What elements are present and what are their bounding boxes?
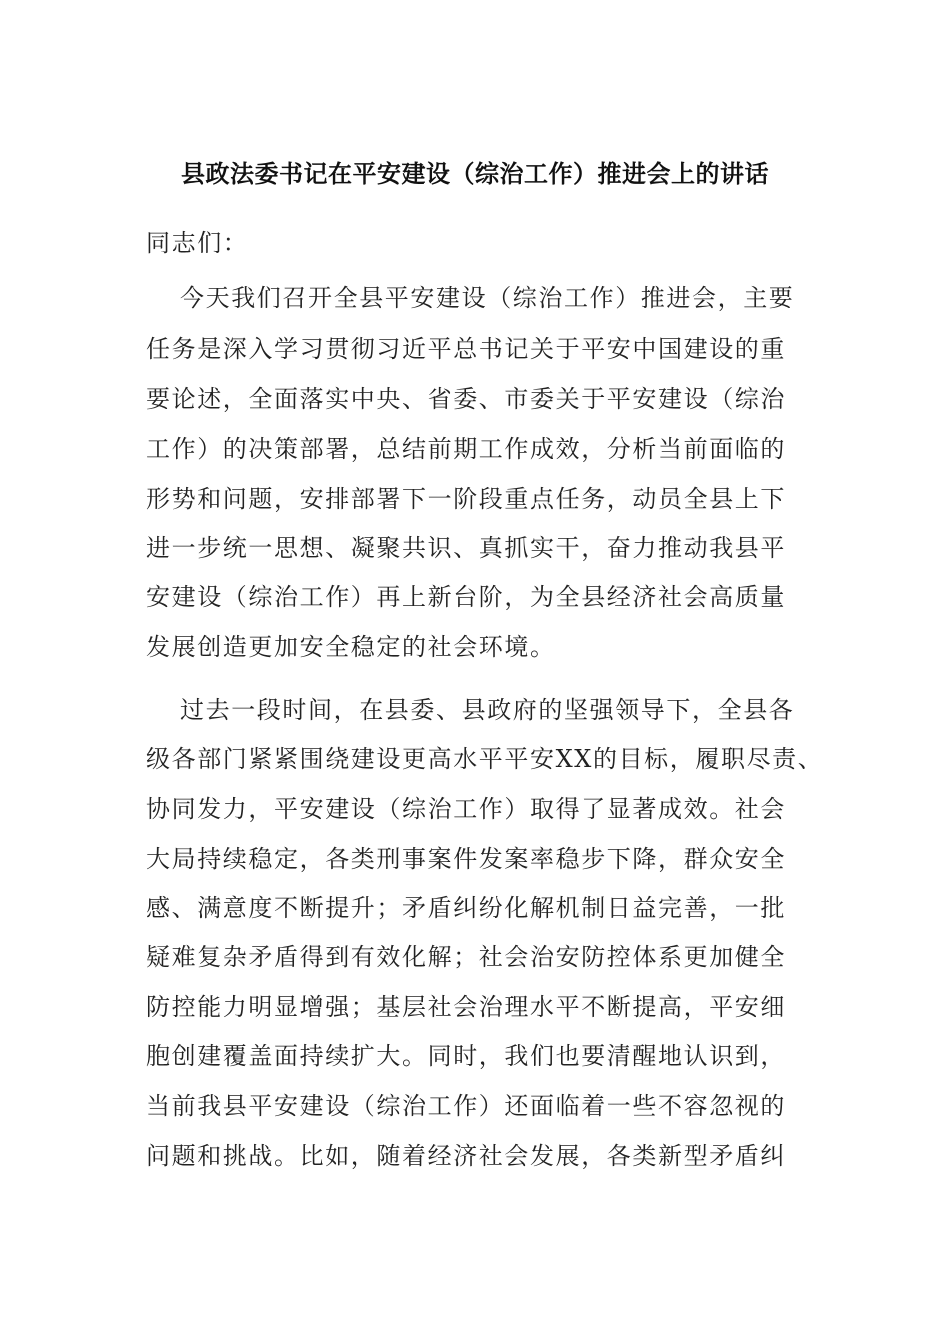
- paragraph-1-line-7: 安建设（综治工作）再上新台阶，为全县经济社会高质量: [146, 583, 786, 611]
- document-title: 县政法委书记在平安建设（综治工作）推进会上的讲话: [181, 160, 769, 188]
- paragraph-2-line-3: 协同发力，平安建设（综治工作）取得了显著成效。社会: [146, 795, 786, 823]
- paragraph-2-line-9: 当前我县平安建设（综治工作）还面临着一些不容忽视的: [146, 1092, 786, 1120]
- paragraph-2-line-10: 问题和挑战。比如，随着经济社会发展，各类新型矛盾纠: [146, 1142, 786, 1170]
- paragraph-2-line-6: 疑难复杂矛盾得到有效化解；社会治安防控体系更加健全: [146, 943, 786, 971]
- salutation: 同志们：: [146, 229, 249, 257]
- paragraph-2-line-5: 感、满意度不断提升；矛盾纠纷化解机制日益完善，一批: [146, 894, 786, 922]
- paragraph-2-line-2: 级各部门紧紧围绕建设更高水平平安XX的目标，履职尽责、: [146, 745, 824, 773]
- paragraph-1-line-6: 进一步统一思想、凝聚共识、真抓实干，奋力推动我县平: [146, 534, 786, 562]
- paragraph-2-line-8: 胞创建覆盖面持续扩大。同时，我们也要清醒地认识到，: [146, 1042, 786, 1070]
- paragraph-1-line-4: 工作）的决策部署，总结前期工作成效，分析当前面临的: [146, 435, 786, 463]
- paragraph-1-line-8: 发展创造更加安全稳定的社会环境。: [146, 633, 556, 661]
- paragraph-2-line-1: 过去一段时间，在县委、县政府的坚强领导下，全县各: [180, 696, 795, 724]
- paragraph-1-line-2: 任务是深入学习贯彻习近平总书记关于平安中国建设的重: [146, 335, 786, 363]
- paragraph-1-line-3: 要论述，全面落实中央、省委、市委关于平安建设（综治: [146, 385, 786, 413]
- paragraph-2-line-4: 大局持续稳定，各类刑事案件发案率稳步下降，群众安全: [146, 845, 786, 873]
- paragraph-2-line-7: 防控能力明显增强；基层社会治理水平不断提高，平安细: [146, 993, 786, 1021]
- paragraph-1-line-5: 形势和问题，安排部署下一阶段重点任务，动员全县上下: [146, 485, 786, 513]
- paragraph-1-line-1: 今天我们召开全县平安建设（综治工作）推进会，主要: [180, 284, 795, 312]
